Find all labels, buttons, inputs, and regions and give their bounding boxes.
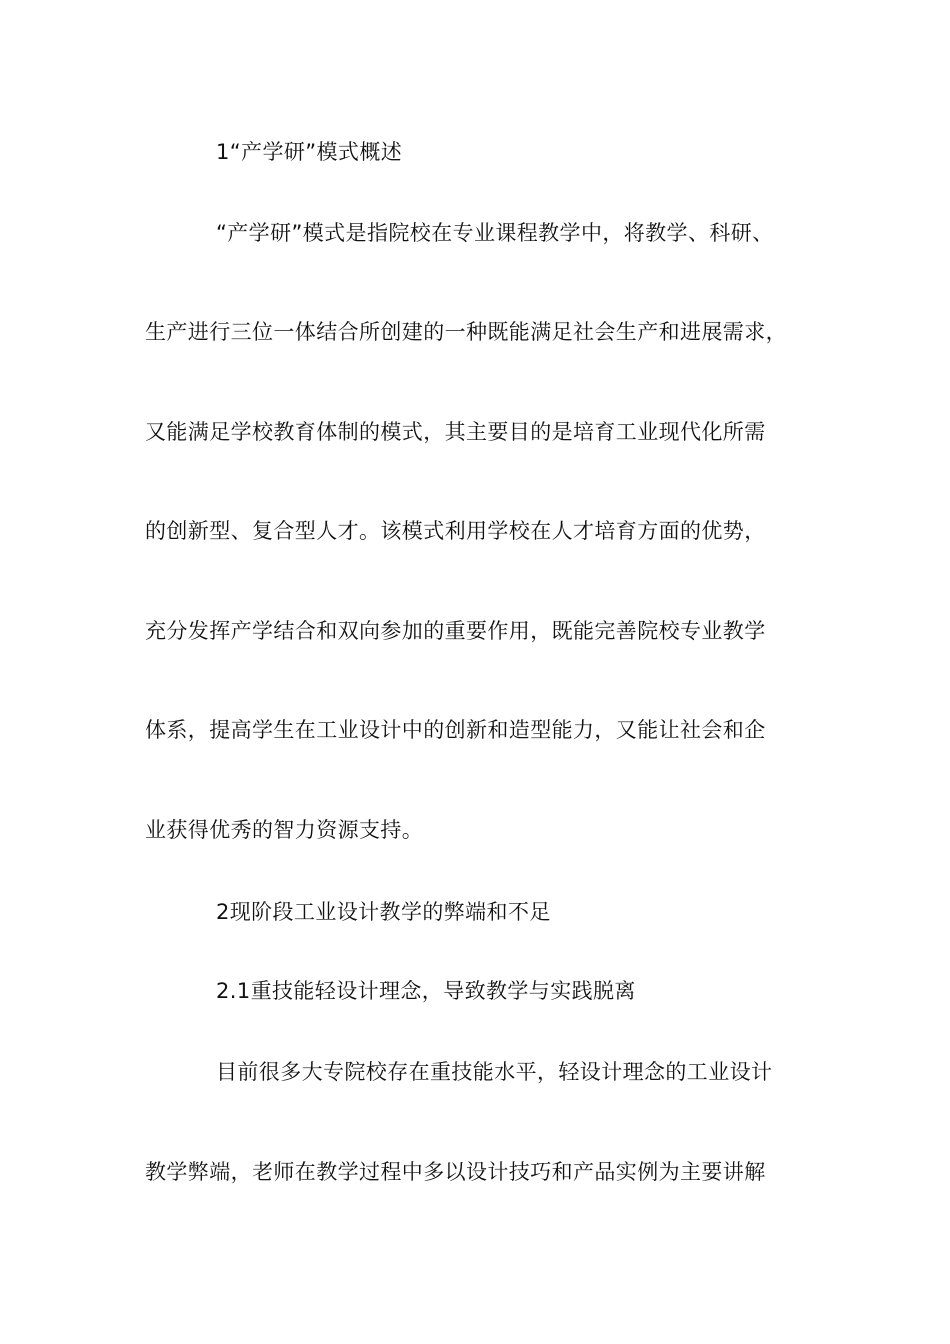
paragraph-line: 目前很多大专院校存在重技能水平，轻设计理念的工业设计 <box>216 1060 773 1084</box>
paragraph-line: 体系，提高学生在工业设计中的创新和造型能力，又能让社会和企 <box>145 718 766 742</box>
paragraph-line: “产学研”模式是指院校在专业课程教学中，将教学、科研、 <box>216 221 774 245</box>
paragraph-line: 业获得优秀的智力资源支持。 <box>145 818 424 842</box>
paragraph-line: 教学弊端，老师在教学过程中多以设计技巧和产品实例为主要讲解 <box>145 1160 766 1184</box>
paragraph-line: 生产进行三位一体结合所创建的一种既能满足社会生产和进展需求， <box>145 320 787 344</box>
paragraph-line: 充分发挥产学结合和双向参加的重要作用，既能完善院校专业教学 <box>145 619 766 643</box>
section-heading-2: 2现阶段工业设计教学的弊端和不足 <box>216 900 551 924</box>
section-heading-1: 1“产学研”模式概述 <box>216 140 403 164</box>
subsection-heading-2-1: 2.1重技能轻设计理念，导致教学与实践脱离 <box>216 979 636 1003</box>
paragraph-line: 的创新型、复合型人才。该模式利用学校在人才培育方面的优势， <box>145 519 766 543</box>
paragraph-line: 又能满足学校教育体制的模式，其主要目的是培育工业现代化所需 <box>145 420 766 444</box>
